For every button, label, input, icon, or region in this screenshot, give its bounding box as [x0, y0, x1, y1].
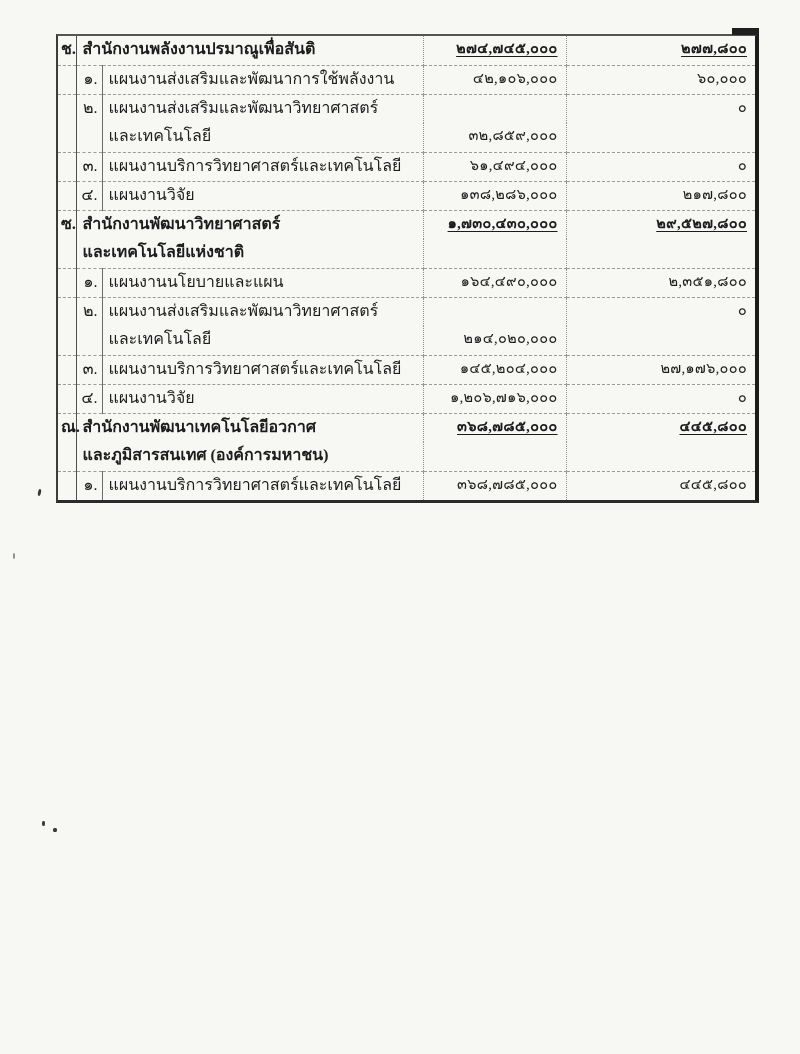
table-row	[58, 471, 755, 500]
budget-table	[56, 34, 759, 503]
budget-table-grid	[58, 36, 755, 500]
section-letter	[58, 268, 76, 297]
item-number: ๓.	[76, 152, 102, 181]
total-amount-2: ๒๗๗,๘๐๐	[681, 41, 748, 58]
scan-speck	[13, 553, 15, 559]
table-row-continuation	[58, 123, 755, 152]
section-title-continuation: และภูมิสารสนเทศ (องค์การมหาชน)	[76, 442, 423, 471]
table-row-continuation	[58, 326, 755, 355]
table-row	[58, 210, 755, 239]
amount-column-2	[566, 36, 755, 65]
plan-name: แผนงานนโยบายและแผน	[102, 268, 423, 297]
amount-column-1: ๓๒,๘๕๙,๐๐๐	[423, 123, 566, 152]
section-letter	[58, 152, 76, 181]
section-letter	[58, 239, 76, 268]
plan-name: แผนงานบริการวิทยาศาสตร์และเทคโนโลยี	[102, 152, 423, 181]
table-row	[58, 384, 755, 413]
amount-column-1	[423, 297, 566, 326]
scan-border-corner	[732, 28, 759, 35]
table-row	[58, 65, 755, 94]
total-amount-2: ๒๙,๕๒๗,๘๐๐	[656, 215, 748, 232]
amount-column-1	[423, 94, 566, 123]
section-letter	[58, 123, 76, 152]
total-amount-1: ๓๖๘,๗๘๕,๐๐๐	[457, 418, 558, 435]
plan-name: แผนงานส่งเสริมและพัฒนาวิทยาศาสตร์	[102, 297, 423, 326]
section-letter: ช.	[58, 36, 76, 65]
amount-column-1: ๔๒,๑๐๖,๐๐๐	[423, 65, 566, 94]
amount-column-1: ๑๖๔,๔๙๐,๐๐๐	[423, 268, 566, 297]
amount-column-2: ๒๗,๑๗๖,๐๐๐	[566, 355, 755, 384]
amount-column-2: ๒๑๗,๘๐๐	[566, 181, 755, 210]
table-row	[58, 297, 755, 326]
amount-column-1	[423, 36, 566, 65]
section-title-continuation: และเทคโนโลยีแห่งชาติ	[76, 239, 423, 268]
table-row	[58, 413, 755, 442]
section-title: สำนักงานพัฒนาเทคโนโลยีอวกาศ	[76, 413, 423, 442]
scan-speck	[42, 821, 45, 826]
item-number: ๑.	[76, 471, 102, 500]
plan-name: แผนงานวิจัย	[102, 384, 423, 413]
section-letter	[58, 471, 76, 500]
amount-column-1: ๑๓๘,๒๘๖,๐๐๐	[423, 181, 566, 210]
item-number	[76, 326, 102, 355]
section-title: สำนักงานพัฒนาวิทยาศาสตร์	[76, 210, 423, 239]
item-number: ๔.	[76, 181, 102, 210]
plan-name: แผนงานส่งเสริมและพัฒนาการใช้พลังงาน	[102, 65, 423, 94]
plan-name: แผนงานบริการวิทยาศาสตร์และเทคโนโลยี	[102, 471, 423, 500]
table-row	[58, 152, 755, 181]
section-letter	[58, 384, 76, 413]
table-row-continuation	[58, 239, 755, 268]
amount-column-1	[423, 413, 566, 442]
section-letter	[58, 181, 76, 210]
table-row	[58, 355, 755, 384]
scan-speck	[37, 489, 41, 496]
total-amount-1: ๒๗๔,๗๔๕,๐๐๐	[456, 41, 558, 58]
table-row	[58, 181, 755, 210]
plan-name: แผนงานวิจัย	[102, 181, 423, 210]
total-amount-2: ๔๔๕,๘๐๐	[679, 418, 748, 435]
item-number	[76, 123, 102, 152]
amount-column-1	[423, 442, 566, 471]
item-number: ๒.	[76, 297, 102, 326]
amount-column-1: ๑๔๕,๒๐๔,๐๐๐	[423, 355, 566, 384]
section-letter	[58, 65, 76, 94]
amount-column-2	[566, 239, 755, 268]
table-row	[58, 268, 755, 297]
section-letter: ซ.	[58, 210, 76, 239]
item-number: ๑.	[76, 268, 102, 297]
section-letter	[58, 442, 76, 471]
plan-name-continuation: และเทคโนโลยี	[102, 326, 423, 355]
amount-column-2: ๖๐,๐๐๐	[566, 65, 755, 94]
amount-column-1	[423, 239, 566, 268]
amount-column-2	[566, 210, 755, 239]
plan-name: แผนงานส่งเสริมและพัฒนาวิทยาศาสตร์	[102, 94, 423, 123]
table-row	[58, 36, 755, 65]
amount-column-1: ๖๑,๔๙๔,๐๐๐	[423, 152, 566, 181]
amount-column-2: ๒,๓๕๑,๘๐๐	[566, 268, 755, 297]
amount-column-2: ๐	[566, 297, 755, 326]
table-row-continuation	[58, 442, 755, 471]
scan-speck	[53, 828, 57, 832]
amount-column-2: ๐	[566, 152, 755, 181]
amount-column-1: ๒๑๔,๐๒๐,๐๐๐	[423, 326, 566, 355]
section-letter	[58, 297, 76, 326]
item-number: ๔.	[76, 384, 102, 413]
amount-column-2	[566, 413, 755, 442]
amount-column-2	[566, 442, 755, 471]
amount-column-2	[566, 123, 755, 152]
amount-column-1	[423, 210, 566, 239]
amount-column-1: ๑,๒๐๖,๗๑๖,๐๐๐	[423, 384, 566, 413]
amount-column-2	[566, 326, 755, 355]
section-letter: ณ.	[58, 413, 76, 442]
item-number: ๓.	[76, 355, 102, 384]
total-amount-1: ๑,๗๓๐,๔๓๐,๐๐๐	[447, 215, 558, 232]
amount-column-1: ๓๖๘,๗๘๕,๐๐๐	[423, 471, 566, 500]
amount-column-2: ๐	[566, 384, 755, 413]
amount-column-2: ๐	[566, 94, 755, 123]
table-row	[58, 94, 755, 123]
plan-name: แผนงานบริการวิทยาศาสตร์และเทคโนโลยี	[102, 355, 423, 384]
section-letter	[58, 326, 76, 355]
amount-column-2: ๔๔๕,๘๐๐	[566, 471, 755, 500]
item-number: ๑.	[76, 65, 102, 94]
section-title: สำนักงานพลังงานปรมาณูเพื่อสันติ	[76, 36, 423, 65]
plan-name-continuation: และเทคโนโลยี	[102, 123, 423, 152]
section-letter	[58, 94, 76, 123]
item-number: ๒.	[76, 94, 102, 123]
section-letter	[58, 355, 76, 384]
